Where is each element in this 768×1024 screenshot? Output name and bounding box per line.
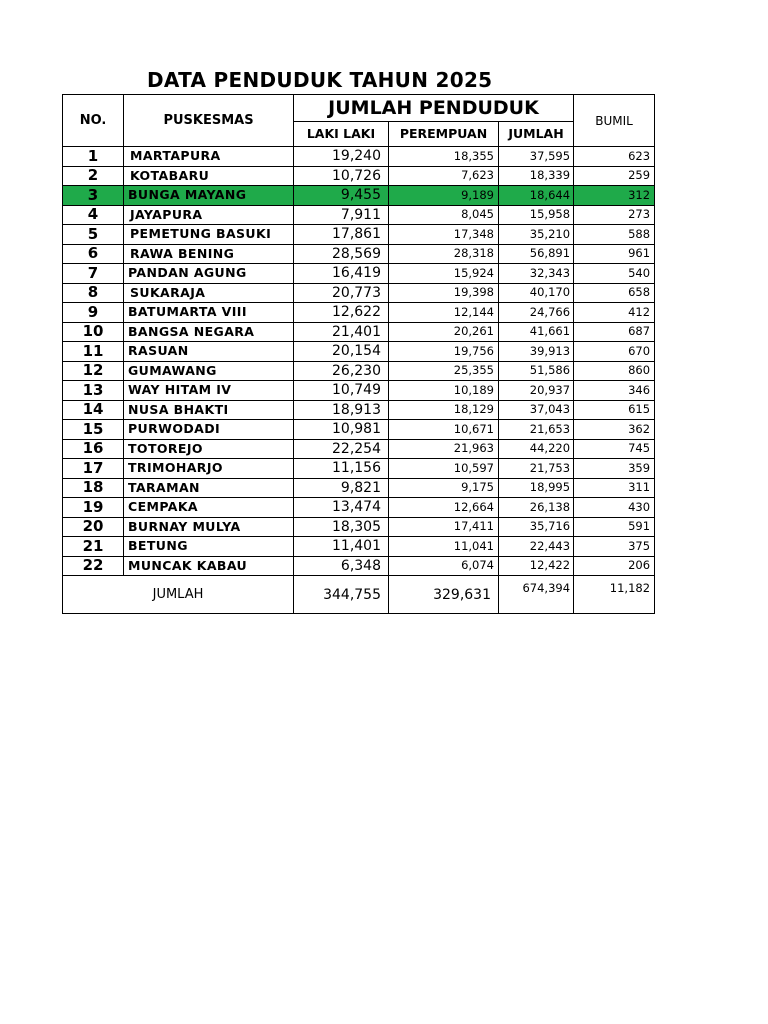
- header-perempuan: PEREMPUAN: [389, 122, 499, 147]
- row-bumil: 591: [574, 517, 655, 537]
- row-bumil: 860: [574, 361, 655, 381]
- row-jumlah: 37,595: [499, 147, 574, 167]
- row-jumlah: 56,891: [499, 244, 574, 264]
- row-puskesmas: BURNAY MULYA: [124, 517, 294, 537]
- row-puskesmas: SUKARAJA: [124, 283, 294, 303]
- table-row: [63, 342, 655, 362]
- row-perempuan: 6,074: [389, 556, 499, 576]
- row-jumlah: 24,766: [499, 303, 574, 323]
- row-puskesmas: BATUMARTA VIII: [124, 303, 294, 323]
- row-laki-laki: 20,154: [294, 342, 389, 362]
- row-no: 16: [63, 439, 124, 459]
- row-no: 10: [63, 322, 124, 342]
- row-laki-laki: 9,821: [294, 478, 389, 498]
- row-no: 7: [63, 264, 124, 284]
- table-row: [63, 556, 655, 576]
- row-jumlah: 12,422: [499, 556, 574, 576]
- table-row: [63, 303, 655, 323]
- row-no: 8: [63, 283, 124, 303]
- row-perempuan: 10,189: [389, 381, 499, 401]
- row-puskesmas: TOTOREJO: [124, 439, 294, 459]
- row-puskesmas: BANGSA NEGARA: [124, 322, 294, 342]
- row-perempuan: 12,144: [389, 303, 499, 323]
- row-laki-laki: 16,419: [294, 264, 389, 284]
- row-jumlah: 18,339: [499, 166, 574, 186]
- row-jumlah: 21,653: [499, 420, 574, 440]
- header-bumil: BUMIL: [574, 95, 655, 147]
- row-bumil: 670: [574, 342, 655, 362]
- row-puskesmas: WAY HITAM IV: [124, 381, 294, 401]
- table-row: [63, 537, 655, 557]
- header-jumlah-penduduk: JUMLAH PENDUDUK: [294, 95, 574, 122]
- table-row: [63, 517, 655, 537]
- row-laki-laki: 10,726: [294, 166, 389, 186]
- row-bumil: 687: [574, 322, 655, 342]
- row-no: 12: [63, 361, 124, 381]
- row-laki-laki: 10,749: [294, 381, 389, 401]
- row-puskesmas: NUSA BHAKTI: [124, 400, 294, 420]
- row-jumlah: 18,995: [499, 478, 574, 498]
- row-laki-laki: 17,861: [294, 225, 389, 245]
- row-puskesmas: CEMPAKA: [124, 498, 294, 518]
- row-puskesmas: GUMAWANG: [124, 361, 294, 381]
- row-jumlah: 39,913: [499, 342, 574, 362]
- row-puskesmas: BETUNG: [124, 537, 294, 557]
- row-laki-laki: 28,569: [294, 244, 389, 264]
- row-bumil: 375: [574, 537, 655, 557]
- row-laki-laki: 10,981: [294, 420, 389, 440]
- table-row: [63, 498, 655, 518]
- row-perempuan: 15,924: [389, 264, 499, 284]
- row-perempuan: 9,189: [389, 186, 499, 206]
- row-no: 4: [63, 205, 124, 225]
- row-bumil: 346: [574, 381, 655, 401]
- total-bumil: 11,182: [574, 576, 655, 614]
- page-title: DATA PENDUDUK TAHUN 2025: [147, 68, 493, 92]
- row-no: 20: [63, 517, 124, 537]
- row-puskesmas: RAWA BENING: [124, 244, 294, 264]
- row-no: 18: [63, 478, 124, 498]
- row-bumil: 312: [574, 186, 655, 206]
- row-puskesmas: BUNGA MAYANG: [124, 186, 294, 206]
- row-perempuan: 18,355: [389, 147, 499, 167]
- header-puskesmas: PUSKESMAS: [124, 95, 294, 147]
- row-perempuan: 12,664: [389, 498, 499, 518]
- table-row: [63, 459, 655, 479]
- row-perempuan: 17,348: [389, 225, 499, 245]
- row-puskesmas: PURWODADI: [124, 420, 294, 440]
- row-bumil: 623: [574, 147, 655, 167]
- row-bumil: 412: [574, 303, 655, 323]
- table-row: [63, 283, 655, 303]
- row-bumil: 206: [574, 556, 655, 576]
- row-perempuan: 11,041: [389, 537, 499, 557]
- row-jumlah: 37,043: [499, 400, 574, 420]
- row-bumil: 273: [574, 205, 655, 225]
- row-puskesmas: TARAMAN: [124, 478, 294, 498]
- row-laki-laki: 22,254: [294, 439, 389, 459]
- table-row: [63, 439, 655, 459]
- row-laki-laki: 21,401: [294, 322, 389, 342]
- row-laki-laki: 26,230: [294, 361, 389, 381]
- row-bumil: 961: [574, 244, 655, 264]
- row-perempuan: 10,671: [389, 420, 499, 440]
- population-table: [62, 94, 655, 614]
- row-laki-laki: 11,156: [294, 459, 389, 479]
- row-bumil: 615: [574, 400, 655, 420]
- row-perempuan: 8,045: [389, 205, 499, 225]
- row-laki-laki: 6,348: [294, 556, 389, 576]
- row-no: 9: [63, 303, 124, 323]
- row-no: 6: [63, 244, 124, 264]
- row-no: 3: [63, 186, 124, 206]
- row-no: 14: [63, 400, 124, 420]
- row-jumlah: 21,753: [499, 459, 574, 479]
- row-laki-laki: 18,305: [294, 517, 389, 537]
- row-no: 15: [63, 420, 124, 440]
- row-jumlah: 40,170: [499, 283, 574, 303]
- row-puskesmas: TRIMOHARJO: [124, 459, 294, 479]
- total-jumlah: 674,394: [499, 576, 574, 614]
- row-puskesmas: PEMETUNG BASUKI: [124, 225, 294, 245]
- row-laki-laki: 20,773: [294, 283, 389, 303]
- row-no: 1: [63, 147, 124, 167]
- table-row: [63, 264, 655, 284]
- row-bumil: 658: [574, 283, 655, 303]
- header-no: NO.: [63, 95, 124, 147]
- row-perempuan: 19,398: [389, 283, 499, 303]
- total-perempuan: 329,631: [389, 576, 499, 614]
- table-row: [63, 420, 655, 440]
- row-bumil: 430: [574, 498, 655, 518]
- row-puskesmas: MUNCAK KABAU: [124, 556, 294, 576]
- row-jumlah: 51,586: [499, 361, 574, 381]
- row-no: 11: [63, 342, 124, 362]
- row-puskesmas: PANDAN AGUNG: [124, 264, 294, 284]
- table-row: [63, 381, 655, 401]
- row-laki-laki: 12,622: [294, 303, 389, 323]
- row-perempuan: 20,261: [389, 322, 499, 342]
- table-row: [63, 361, 655, 381]
- row-laki-laki: 11,401: [294, 537, 389, 557]
- row-perempuan: 25,355: [389, 361, 499, 381]
- header-laki-laki: LAKI LAKI: [294, 122, 389, 147]
- row-no: 21: [63, 537, 124, 557]
- row-no: 19: [63, 498, 124, 518]
- row-perempuan: 21,963: [389, 439, 499, 459]
- row-perempuan: 18,129: [389, 400, 499, 420]
- table-row: [63, 205, 655, 225]
- row-bumil: 259: [574, 166, 655, 186]
- row-jumlah: 15,958: [499, 205, 574, 225]
- row-perempuan: 28,318: [389, 244, 499, 264]
- table-row: [63, 147, 655, 167]
- row-laki-laki: 13,474: [294, 498, 389, 518]
- total-row: [63, 576, 655, 614]
- row-jumlah: 44,220: [499, 439, 574, 459]
- table-row: [63, 166, 655, 186]
- row-bumil: 588: [574, 225, 655, 245]
- total-label: JUMLAH: [63, 576, 294, 614]
- row-perempuan: 17,411: [389, 517, 499, 537]
- table-row: [63, 400, 655, 420]
- row-no: 13: [63, 381, 124, 401]
- row-bumil: 540: [574, 264, 655, 284]
- row-laki-laki: 19,240: [294, 147, 389, 167]
- total-laki: 344,755: [294, 576, 389, 614]
- row-jumlah: 35,716: [499, 517, 574, 537]
- table-row: [63, 478, 655, 498]
- row-bumil: 311: [574, 478, 655, 498]
- row-jumlah: 20,937: [499, 381, 574, 401]
- row-jumlah: 18,644: [499, 186, 574, 206]
- table-row: [63, 225, 655, 245]
- row-puskesmas: JAYAPURA: [124, 205, 294, 225]
- row-perempuan: 7,623: [389, 166, 499, 186]
- table-row: [63, 244, 655, 264]
- row-perempuan: 9,175: [389, 478, 499, 498]
- row-laki-laki: 18,913: [294, 400, 389, 420]
- row-no: 5: [63, 225, 124, 245]
- row-bumil: 359: [574, 459, 655, 479]
- row-perempuan: 10,597: [389, 459, 499, 479]
- table-row: [63, 186, 655, 206]
- row-puskesmas: KOTABARU: [124, 166, 294, 186]
- row-jumlah: 32,343: [499, 264, 574, 284]
- row-no: 22: [63, 556, 124, 576]
- row-jumlah: 26,138: [499, 498, 574, 518]
- row-bumil: 362: [574, 420, 655, 440]
- table-row: [63, 322, 655, 342]
- row-no: 17: [63, 459, 124, 479]
- row-jumlah: 22,443: [499, 537, 574, 557]
- row-puskesmas: RASUAN: [124, 342, 294, 362]
- row-bumil: 745: [574, 439, 655, 459]
- row-no: 2: [63, 166, 124, 186]
- row-jumlah: 35,210: [499, 225, 574, 245]
- table-body: [63, 147, 655, 576]
- row-perempuan: 19,756: [389, 342, 499, 362]
- row-laki-laki: 9,455: [294, 186, 389, 206]
- row-laki-laki: 7,911: [294, 205, 389, 225]
- row-jumlah: 41,661: [499, 322, 574, 342]
- header-jumlah: JUMLAH: [499, 122, 574, 147]
- row-puskesmas: MARTAPURA: [124, 147, 294, 167]
